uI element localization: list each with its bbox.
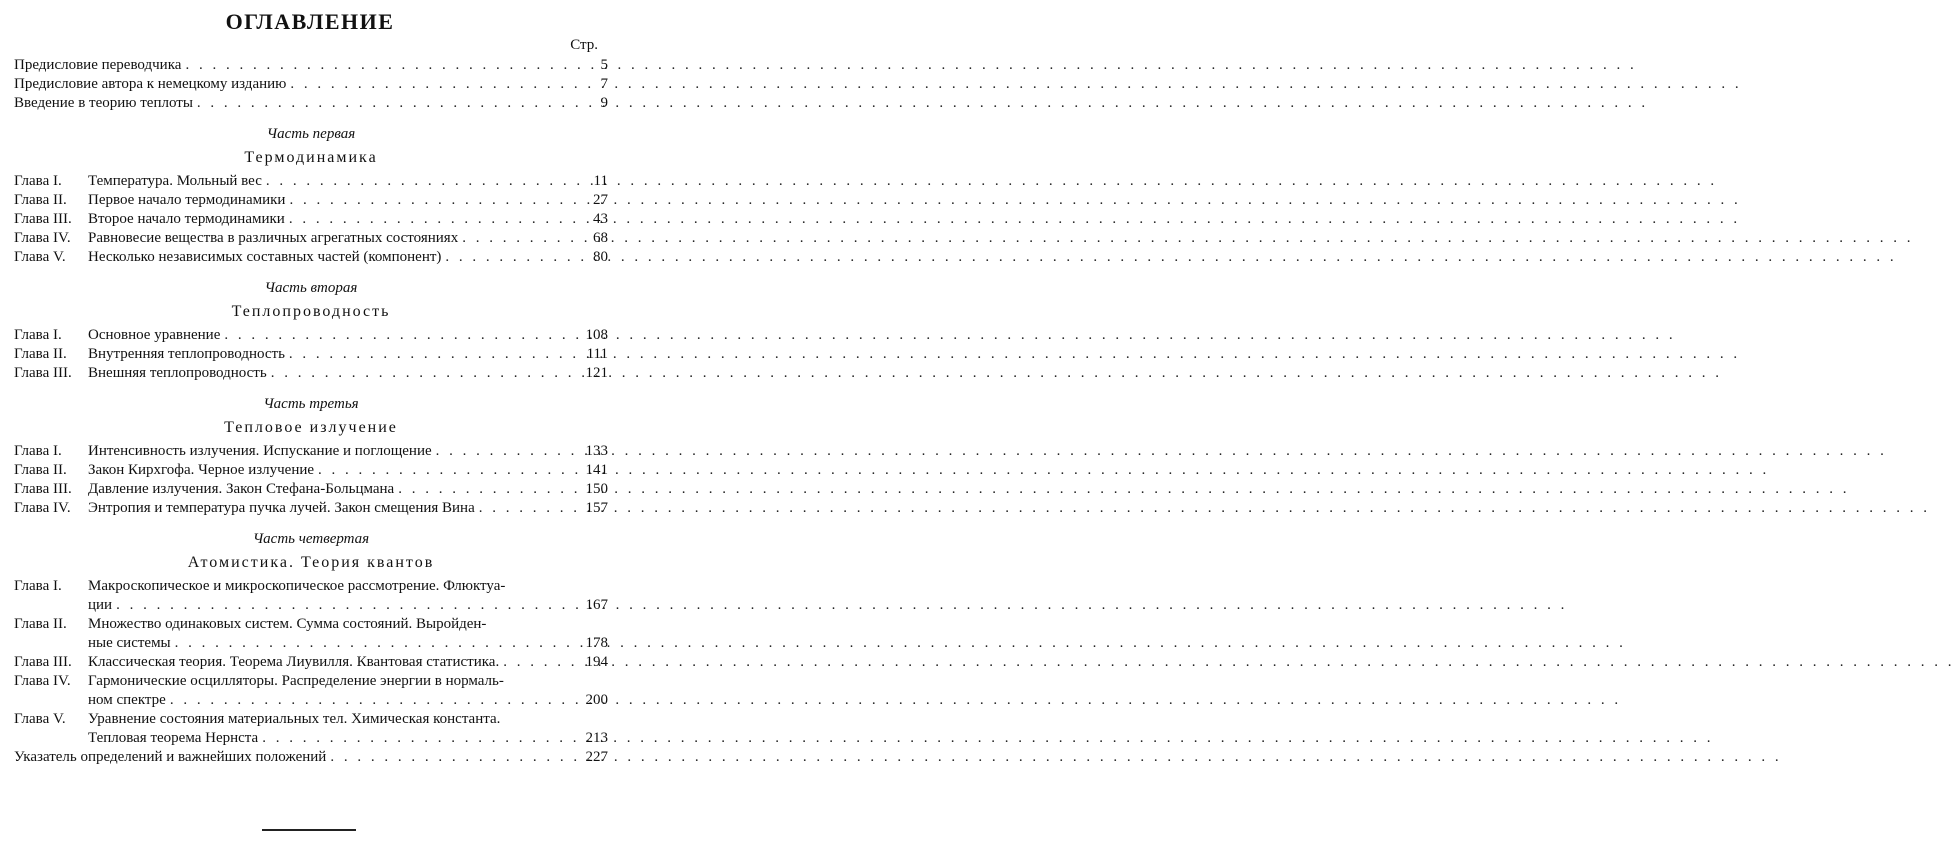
part-title: Термодинамика — [244, 149, 378, 166]
toc-index-entry[interactable]: Указатель определений и важнейших положений . . . 227 — [14, 748, 608, 767]
toc-chapter[interactable]: Глава IV. Гармонические осцилляторы. Распределение энергии в нормаль- ном спектре . . . 200 — [14, 672, 608, 710]
toc-chapter[interactable]: Глава III. Внешняя теплопроводность . . . 121 — [14, 364, 608, 383]
toc-chapter[interactable]: Глава II. Множество одинаковых систем. Сумма состояний. Выройден- ные системы . . . 178 — [14, 615, 608, 653]
part-title: Атомистика. Теория квантов — [187, 554, 435, 571]
part-heading: Часть четвертая — [252, 531, 370, 547]
toc-chapter[interactable]: Глава I. Макроскопическое и микроскопическое рассмотрение. Флюктуа- ции . . . 167 — [14, 577, 608, 615]
toc-chapter[interactable]: Глава I. Основное уравнение . . . 108 — [14, 326, 608, 345]
part-heading: Часть вторая — [264, 280, 358, 296]
toc-chapter[interactable]: Глава I. Интенсивность излучения. Испускание и поглощение . . . 133 — [14, 442, 608, 461]
toc-chapter[interactable]: Глава I. Температура. Мольный вес . . . 11 — [14, 172, 608, 191]
bottom-rule — [262, 829, 356, 831]
toc-chapter[interactable]: Глава II. Внутренняя теплопроводность . . . 111 — [14, 345, 608, 364]
toc-chapter[interactable]: Глава IV. Равновесие вещества в различных агрегатных состояниях . . . 68 — [14, 229, 608, 248]
part-heading: Часть третья — [263, 396, 359, 412]
part-title: Тепловое излучение — [224, 419, 398, 436]
toc-entry[interactable]: Введение в теорию теплоты . . . 9 — [14, 94, 608, 113]
page-column-label: Стр. — [570, 37, 598, 53]
toc-chapter[interactable]: Глава II. Закон Кирхгофа. Черное излучение . . . 141 — [14, 461, 608, 480]
part-title: Теплопроводность — [231, 303, 391, 320]
toc-chapter[interactable]: Глава V. Уравнение состояния материальных тел. Химическая константа. Тепловая теорема Нернста . . . 213 — [14, 710, 608, 748]
toc-chapter[interactable]: Глава III. Давление излучения. Закон Стефана-Больцмана . . . 150 — [14, 480, 608, 499]
toc-chapter[interactable]: Глава III. Второе начало термодинамики . . . 43 — [14, 210, 608, 229]
toc-chapter[interactable]: Глава II. Первое начало термодинамики . . . 27 — [14, 191, 608, 210]
toc-chapter[interactable]: Глава IV. Энтропия и температура пучка лучей. Закон смещения Вина . . . 157 — [14, 499, 608, 518]
part-heading: Часть первая — [266, 126, 356, 142]
toc-chapter[interactable]: Глава V. Несколько независимых составных частей (компонент) . . . 80 — [14, 248, 608, 267]
page-title: ОГЛАВЛЕНИЕ — [225, 9, 395, 34]
toc-entry[interactable]: Предисловие переводчика . . . 5 — [14, 56, 608, 75]
table-of-contents — [14, 56, 608, 767]
toc-chapter[interactable]: Глава III. Классическая теория. Теорема Лиувилля. Квантовая статистика. . . . 194 — [14, 653, 608, 672]
toc-entry[interactable]: Предисловие автора к немецкому изданию . . . 7 — [14, 75, 608, 94]
